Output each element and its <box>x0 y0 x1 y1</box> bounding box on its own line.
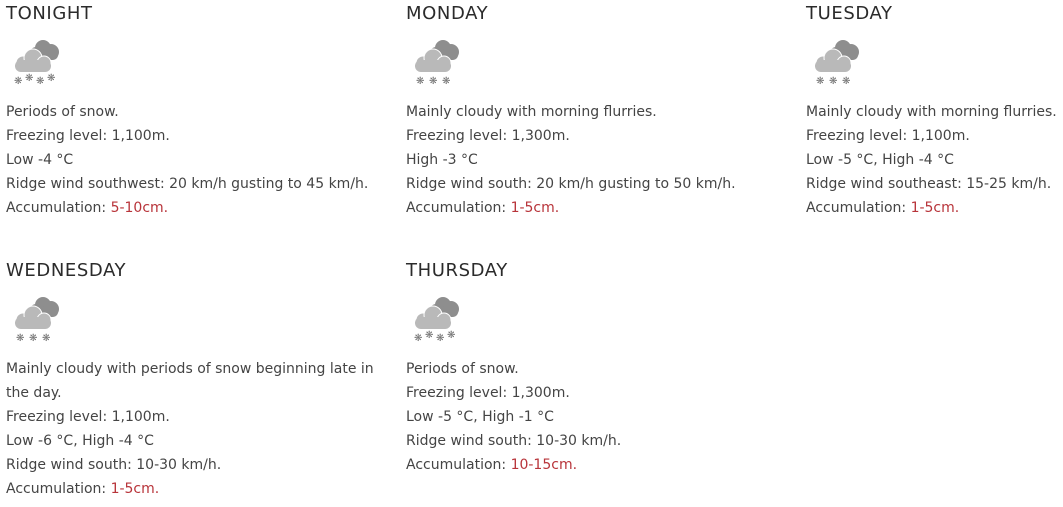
svg-text:❋: ❋ <box>436 333 445 344</box>
accumulation-value: 10-15cm. <box>510 457 578 473</box>
day-title: TONIGHT <box>6 3 93 24</box>
snow-cloud-icon <box>409 293 463 347</box>
accumulation-line <box>406 453 786 477</box>
forecast-details <box>806 100 1063 220</box>
svg-text:❋: ❋ <box>447 330 456 341</box>
ridge-wind-text: Ridge wind southeast: 15-25 km/h. <box>806 176 1052 192</box>
accumulation-label: Accumulation: <box>6 481 111 497</box>
svg-text:❋: ❋ <box>416 76 425 87</box>
summary-text: Mainly cloudy with periods of snow beginning late in the day. <box>6 361 374 401</box>
accumulation-label: Accumulation: <box>806 200 911 216</box>
day-title: THURSDAY <box>406 260 508 281</box>
forecast-day-thursday <box>406 260 786 477</box>
freezing-level-text: Freezing level: 1,300m. <box>406 385 570 401</box>
svg-text:❋: ❋ <box>414 333 423 344</box>
freezing-level-text: Freezing level: 1,100m. <box>6 128 170 144</box>
accumulation-label: Accumulation: <box>6 200 111 216</box>
day-title: WEDNESDAY <box>6 260 127 281</box>
snow-cloud-icon <box>809 36 863 90</box>
accumulation-value: 1-5cm. <box>510 200 560 216</box>
summary-text: Mainly cloudy with morning flurries. <box>406 104 657 120</box>
svg-text:❋: ❋ <box>829 76 838 87</box>
accumulation-line <box>406 196 786 220</box>
accumulation-value: 5-10cm. <box>110 200 169 216</box>
ridge-wind-text: Ridge wind south: 10-30 km/h. <box>6 457 222 473</box>
freezing-level-text: Freezing level: 1,100m. <box>6 409 170 425</box>
snow-cloud-icon <box>9 36 63 90</box>
forecast-day-wednesday <box>6 260 386 501</box>
svg-text:❋: ❋ <box>14 76 23 87</box>
temperature-text: Low -5 °C, High -4 °C <box>806 152 954 168</box>
forecast-day-tuesday <box>806 3 1063 220</box>
accumulation-line <box>6 196 386 220</box>
svg-text:❋: ❋ <box>429 76 438 87</box>
forecast-details <box>406 100 786 220</box>
ridge-wind-text: Ridge wind south: 20 km/h gusting to 50 km/h. <box>406 176 736 192</box>
accumulation-line <box>806 196 1063 220</box>
svg-text:❋: ❋ <box>442 76 451 87</box>
freezing-level-text: Freezing level: 1,300m. <box>406 128 570 144</box>
summary-text: Periods of snow. <box>6 104 119 120</box>
freezing-level-text: Freezing level: 1,100m. <box>806 128 970 144</box>
summary-text: Periods of snow. <box>406 361 519 377</box>
snow-cloud-icon <box>9 293 63 347</box>
temperature-text: Low -4 °C <box>6 152 74 168</box>
svg-text:❋: ❋ <box>29 333 38 344</box>
day-title: MONDAY <box>406 3 489 24</box>
svg-text:❋: ❋ <box>42 333 51 344</box>
forecast-details <box>406 357 786 477</box>
ridge-wind-text: Ridge wind southwest: 20 km/h gusting to 45 km/h. <box>6 176 369 192</box>
summary-text: Mainly cloudy with morning flurries. <box>806 104 1057 120</box>
svg-text:❋: ❋ <box>816 76 825 87</box>
svg-text:❋: ❋ <box>16 333 25 344</box>
forecast-day-tonight <box>6 3 386 220</box>
svg-text:❋: ❋ <box>36 76 45 87</box>
accumulation-line <box>6 477 386 501</box>
svg-text:❋: ❋ <box>425 330 434 341</box>
accumulation-label: Accumulation: <box>406 200 511 216</box>
forecast-details <box>6 100 386 220</box>
snow-cloud-icon <box>409 36 463 90</box>
temperature-text: Low -5 °C, High -1 °C <box>406 409 554 425</box>
svg-text:❋: ❋ <box>25 73 34 84</box>
svg-text:❋: ❋ <box>842 76 851 87</box>
forecast-day-monday <box>406 3 786 220</box>
ridge-wind-text: Ridge wind south: 10-30 km/h. <box>406 433 622 449</box>
temperature-text: Low -6 °C, High -4 °C <box>6 433 154 449</box>
day-title: TUESDAY <box>806 3 893 24</box>
forecast-details <box>6 357 386 501</box>
accumulation-label: Accumulation: <box>406 457 511 473</box>
accumulation-value: 1-5cm. <box>910 200 960 216</box>
accumulation-value: 1-5cm. <box>110 481 160 497</box>
temperature-text: High -3 °C <box>406 152 478 168</box>
svg-text:❋: ❋ <box>47 73 56 84</box>
